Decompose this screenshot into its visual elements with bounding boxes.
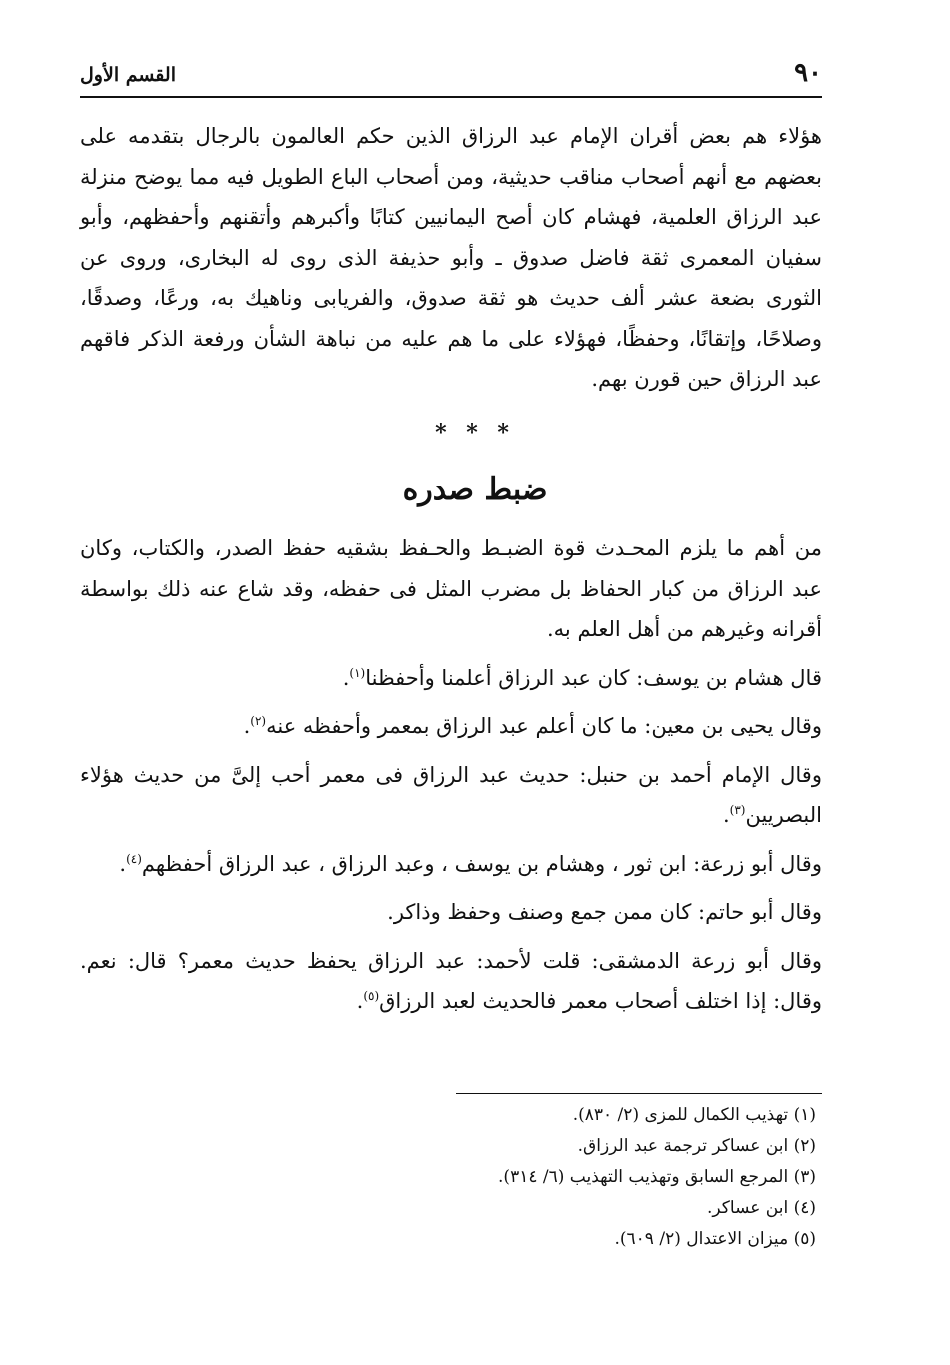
footnote-ref: (٥) (363, 989, 380, 1003)
quote-paragraph (80, 658, 822, 699)
quote-text: وقال أبو زرعة الدمشقى: قلت لأحمد: عبد الرزاق يحفظ حديث معمر؟ قال: نعم. وقال: إذا اختلف أصحاب معمر فالحديث لعبد الرزاق (80, 948, 822, 1013)
paragraph: من أهم ما يلزم المحـدث قوة الضبـط والحـفظ بشقيه حفظ الصدر، والكتاب، وكان عبد الرزاق من كبار الحفاظ بل مضرب المثل فى حفظه، وقد شاع عنه ذلك بواسطة أقرانه وغيرهم من أهل العلم به. (80, 536, 822, 641)
footnote: (٤) ابن عساكر. (707, 1198, 816, 1218)
section-heading: ضبط صدره (402, 472, 548, 507)
quote-end: . (722, 803, 730, 827)
quote-paragraph: وقال أبو حاتم: كان ممن جمع وصنف وحفظ وذاكر. (387, 900, 822, 924)
footnote: (٢) ابن عساكر ترجمة عبد الرزاق. (577, 1136, 816, 1156)
quote-text: وقال أبو زرعة: ابن ثور ، وهشام بن يوسف ، وعبد الرزاق ، عبد الرزاق أحفظهم (141, 851, 822, 876)
page-header (80, 52, 822, 90)
footnote-ref: (٣) (729, 803, 746, 817)
quote-paragraph (80, 941, 822, 1022)
quote-end: . (119, 851, 127, 876)
quote-text: قال هشام بن يوسف: كان عبد الرزاق أعلمنا وأحفظنا (365, 665, 822, 690)
intro-paragraph: هؤلاء هم بعض أقران الإمام عبد الرزاق الذين حكم العالمون بالرجال بتقدمه على بعضهم مع أنهم أصحاب مناقب حديثية، ومن أصحاب الباع الطويل فيه مما يوضح منزلة عبد الرزاق العلمية، فهشام كان أصح اليمانيين كتابًا وأكبرهم وأتقنهم وأحفظهم، وأبو سفيان المعمرى ثقة فاضل صدوق ـ وأبو حذيفة الذى روى له البخارى، وروى عن الثورى بضعة عشر ألف حديث هو ثقة صدوق، والفريابى وناهيك به، ورعًا، وصدقًا، وصلاحًا، وإتقانًا، وحفظًا، فهؤلاء على ما هم عليه من نباهة الشأن ورفعة الذكر فاقهم عبد الرزاق حين قورن بهم. (80, 124, 822, 391)
page-number: ٩٠ (794, 58, 822, 88)
footnote-divider (456, 1093, 822, 1094)
footnotes (80, 1100, 822, 1255)
footnote: (٥) ميزان الاعتدال (٢/ ٦٠٩). (614, 1229, 816, 1249)
header-divider (80, 96, 822, 98)
quote-end: . (342, 665, 350, 690)
quote-paragraph (80, 755, 822, 836)
quote-paragraph (80, 706, 822, 747)
quote-paragraph (80, 844, 822, 885)
quote-text: وقال الإمام أحمد بن حنبل: حديث عبد الرزاق فى معمر أحب إلىَّ من حديث هؤلاء البصريين (80, 762, 822, 827)
section-body (80, 528, 822, 1030)
footnote-ref: (٢) (250, 714, 267, 728)
section-separator: * * * (435, 420, 515, 446)
quote-text: وقال يحيى بن معين: ما كان أعلم عبد الرزاق بمعمر وأحفظه عنه (266, 714, 822, 738)
footnote: (١) تهذيب الكمال للمزى (٢/ ٨٣٠). (572, 1105, 816, 1125)
footnote-ref: (١) (349, 665, 366, 680)
footnote: (٣) المرجع السابق وتهذيب التهذيب (٦/ ٣١٤). (498, 1167, 816, 1187)
quote-end: . (356, 989, 364, 1013)
section-name: القسم الأول (80, 64, 176, 86)
footnote-ref: (٤) (126, 851, 142, 866)
quote-end: . (243, 714, 251, 738)
